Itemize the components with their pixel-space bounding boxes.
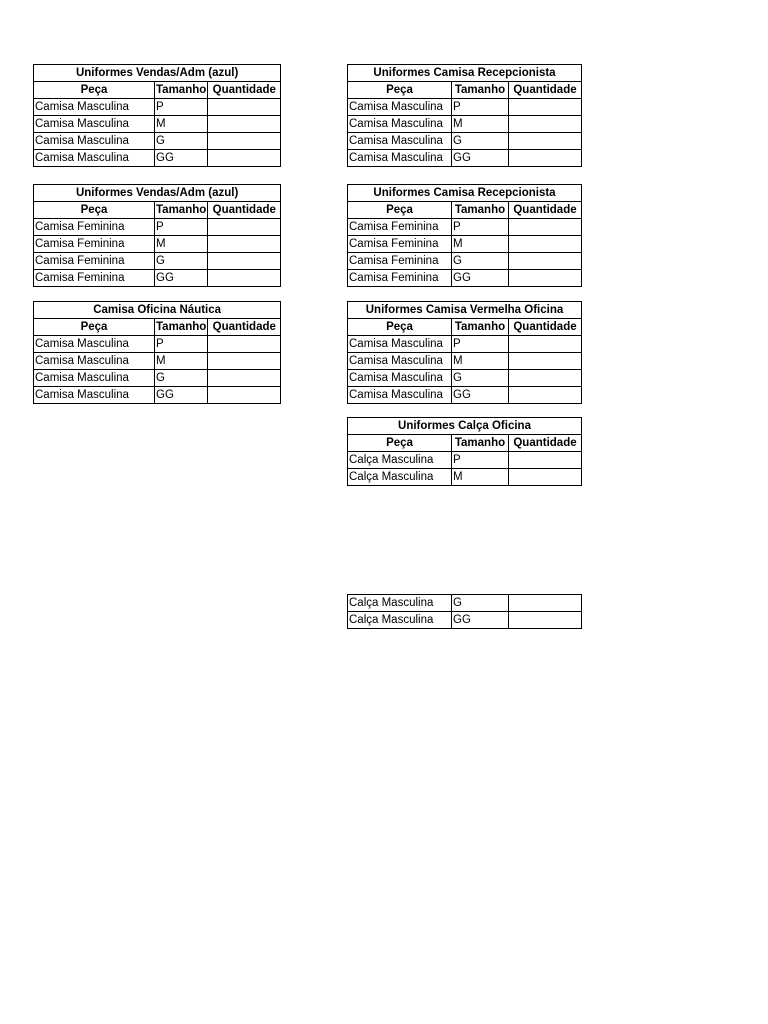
- col-header-size: Tamanho: [452, 202, 509, 219]
- cell-size[interactable]: GG: [155, 150, 208, 167]
- cell-piece[interactable]: Camisa Masculina: [348, 150, 452, 167]
- cell-size[interactable]: GG: [155, 387, 208, 404]
- table-vermelha-oficina: [347, 301, 582, 404]
- cell-piece[interactable]: Calça Masculina: [348, 469, 452, 486]
- cell-quantity[interactable]: [509, 99, 582, 116]
- cell-quantity[interactable]: [208, 219, 281, 236]
- cell-size[interactable]: G: [452, 253, 509, 270]
- cell-piece[interactable]: Camisa Masculina: [34, 150, 155, 167]
- cell-piece[interactable]: Camisa Masculina: [348, 387, 452, 404]
- col-header-quantity: Quantidade: [208, 202, 281, 219]
- cell-quantity[interactable]: [509, 236, 582, 253]
- table-row: [34, 150, 281, 167]
- col-header-size: Tamanho: [155, 82, 208, 99]
- cell-size[interactable]: M: [155, 236, 208, 253]
- table-row: [348, 219, 582, 236]
- cell-piece[interactable]: Camisa Feminina: [34, 270, 155, 287]
- table-row: [348, 270, 582, 287]
- cell-size[interactable]: G: [155, 253, 208, 270]
- cell-piece[interactable]: Camisa Masculina: [348, 370, 452, 387]
- cell-size[interactable]: P: [155, 336, 208, 353]
- col-header-quantity: Quantidade: [509, 435, 582, 452]
- cell-size[interactable]: G: [155, 133, 208, 150]
- cell-piece[interactable]: Camisa Masculina: [34, 370, 155, 387]
- cell-size[interactable]: P: [155, 99, 208, 116]
- cell-piece[interactable]: Camisa Masculina: [34, 353, 155, 370]
- table-title: Uniformes Calça Oficina: [348, 418, 582, 435]
- table-row: [348, 595, 582, 612]
- cell-size[interactable]: GG: [452, 612, 509, 629]
- col-header-quantity: Quantidade: [509, 82, 582, 99]
- table-row: [348, 133, 582, 150]
- col-header-piece: Peça: [348, 82, 452, 99]
- cell-size[interactable]: M: [452, 116, 509, 133]
- table-title: Uniformes Vendas/Adm (azul): [34, 65, 281, 82]
- cell-piece[interactable]: Camisa Feminina: [34, 219, 155, 236]
- cell-quantity[interactable]: [208, 353, 281, 370]
- table-title: Uniformes Camisa Vermelha Oficina: [348, 302, 582, 319]
- cell-size[interactable]: P: [452, 452, 509, 469]
- cell-size[interactable]: M: [452, 353, 509, 370]
- table-recepcionista-feminina: [347, 184, 582, 287]
- cell-quantity[interactable]: [208, 150, 281, 167]
- cell-piece[interactable]: Camisa Feminina: [34, 236, 155, 253]
- cell-size[interactable]: P: [452, 336, 509, 353]
- table-row: [34, 236, 281, 253]
- cell-size[interactable]: GG: [155, 270, 208, 287]
- cell-quantity[interactable]: [208, 270, 281, 287]
- col-header-size: Tamanho: [452, 82, 509, 99]
- col-header-piece: Peça: [34, 82, 155, 99]
- col-header-size: Tamanho: [155, 202, 208, 219]
- cell-piece[interactable]: Camisa Masculina: [348, 133, 452, 150]
- table-title: Camisa Oficina Náutica: [34, 302, 281, 319]
- col-header-quantity: Quantidade: [509, 202, 582, 219]
- cell-quantity[interactable]: [509, 150, 582, 167]
- table-row: [348, 387, 582, 404]
- cell-piece[interactable]: Calça Masculina: [348, 452, 452, 469]
- cell-quantity[interactable]: [509, 370, 582, 387]
- cell-quantity[interactable]: [509, 116, 582, 133]
- table-row: [34, 253, 281, 270]
- table-row: [34, 99, 281, 116]
- cell-size[interactable]: G: [155, 370, 208, 387]
- table-row: [348, 452, 582, 469]
- cell-piece[interactable]: Camisa Feminina: [348, 236, 452, 253]
- table-row: [34, 270, 281, 287]
- cell-piece[interactable]: Camisa Masculina: [348, 99, 452, 116]
- cell-size[interactable]: GG: [452, 150, 509, 167]
- cell-quantity[interactable]: [509, 612, 582, 629]
- table-row: [34, 370, 281, 387]
- cell-piece[interactable]: Camisa Masculina: [348, 336, 452, 353]
- table-row: [348, 236, 582, 253]
- col-header-quantity: Quantidade: [208, 319, 281, 336]
- col-header-piece: Peça: [34, 319, 155, 336]
- col-header-piece: Peça: [348, 202, 452, 219]
- cell-size[interactable]: M: [155, 353, 208, 370]
- table-row: [348, 469, 582, 486]
- cell-quantity[interactable]: [509, 219, 582, 236]
- table-row: [348, 116, 582, 133]
- cell-quantity[interactable]: [509, 595, 582, 612]
- cell-quantity[interactable]: [509, 336, 582, 353]
- table-title: Uniformes Camisa Recepcionista: [348, 185, 582, 202]
- cell-piece[interactable]: Camisa Masculina: [348, 116, 452, 133]
- cell-piece[interactable]: Camisa Masculina: [34, 99, 155, 116]
- cell-size[interactable]: G: [452, 133, 509, 150]
- cell-quantity[interactable]: [208, 99, 281, 116]
- cell-size[interactable]: M: [452, 236, 509, 253]
- cell-piece[interactable]: Camisa Masculina: [348, 353, 452, 370]
- table-row: [34, 336, 281, 353]
- table-vendas-adm-feminina: [33, 184, 281, 287]
- cell-quantity[interactable]: [509, 270, 582, 287]
- table-title: Uniformes Camisa Recepcionista: [348, 65, 582, 82]
- cell-piece[interactable]: Calça Masculina: [348, 595, 452, 612]
- table-row: [348, 612, 582, 629]
- cell-piece[interactable]: Camisa Feminina: [348, 253, 452, 270]
- table-row: [34, 133, 281, 150]
- cell-size[interactable]: G: [452, 370, 509, 387]
- cell-piece[interactable]: Camisa Feminina: [348, 219, 452, 236]
- cell-piece[interactable]: Camisa Feminina: [34, 253, 155, 270]
- table-title: Uniformes Vendas/Adm (azul): [34, 185, 281, 202]
- col-header-size: Tamanho: [155, 319, 208, 336]
- table-row: [348, 253, 582, 270]
- cell-quantity[interactable]: [208, 336, 281, 353]
- cell-size[interactable]: P: [452, 99, 509, 116]
- col-header-quantity: Quantidade: [208, 82, 281, 99]
- cell-quantity[interactable]: [509, 452, 582, 469]
- table-oficina-nautica: [33, 301, 281, 404]
- cell-piece[interactable]: Camisa Masculina: [34, 133, 155, 150]
- cell-quantity[interactable]: [208, 253, 281, 270]
- cell-piece[interactable]: Camisa Feminina: [348, 270, 452, 287]
- cell-quantity[interactable]: [509, 469, 582, 486]
- table-row: [34, 116, 281, 133]
- col-header-piece: Peça: [34, 202, 155, 219]
- cell-size[interactable]: GG: [452, 387, 509, 404]
- table-recepcionista-masculina: [347, 64, 582, 167]
- table-row: [348, 370, 582, 387]
- table-vendas-adm-masculina: [33, 64, 281, 167]
- table-row: [348, 353, 582, 370]
- cell-size[interactable]: M: [155, 116, 208, 133]
- table-row: [348, 99, 582, 116]
- cell-size[interactable]: G: [452, 595, 509, 612]
- table-calca-oficina: [347, 417, 582, 486]
- table-row: [348, 150, 582, 167]
- col-header-size: Tamanho: [452, 435, 509, 452]
- cell-quantity[interactable]: [208, 116, 281, 133]
- cell-quantity[interactable]: [509, 353, 582, 370]
- cell-piece[interactable]: Camisa Masculina: [34, 387, 155, 404]
- table-row: [348, 336, 582, 353]
- cell-size[interactable]: M: [452, 469, 509, 486]
- table-row: [34, 219, 281, 236]
- cell-piece[interactable]: Camisa Masculina: [34, 116, 155, 133]
- cell-quantity[interactable]: [509, 387, 582, 404]
- cell-size[interactable]: P: [155, 219, 208, 236]
- cell-quantity[interactable]: [509, 133, 582, 150]
- cell-quantity[interactable]: [208, 133, 281, 150]
- col-header-piece: Peça: [348, 435, 452, 452]
- col-header-size: Tamanho: [452, 319, 509, 336]
- table-calca-oficina-continued: [347, 594, 582, 629]
- cell-quantity[interactable]: [208, 236, 281, 253]
- cell-quantity[interactable]: [208, 387, 281, 404]
- cell-piece[interactable]: Camisa Masculina: [34, 336, 155, 353]
- cell-piece[interactable]: Calça Masculina: [348, 612, 452, 629]
- cell-quantity[interactable]: [208, 370, 281, 387]
- col-header-quantity: Quantidade: [509, 319, 582, 336]
- cell-quantity[interactable]: [509, 253, 582, 270]
- table-row: [34, 387, 281, 404]
- col-header-piece: Peça: [348, 319, 452, 336]
- table-row: [34, 353, 281, 370]
- cell-size[interactable]: GG: [452, 270, 509, 287]
- cell-size[interactable]: P: [452, 219, 509, 236]
